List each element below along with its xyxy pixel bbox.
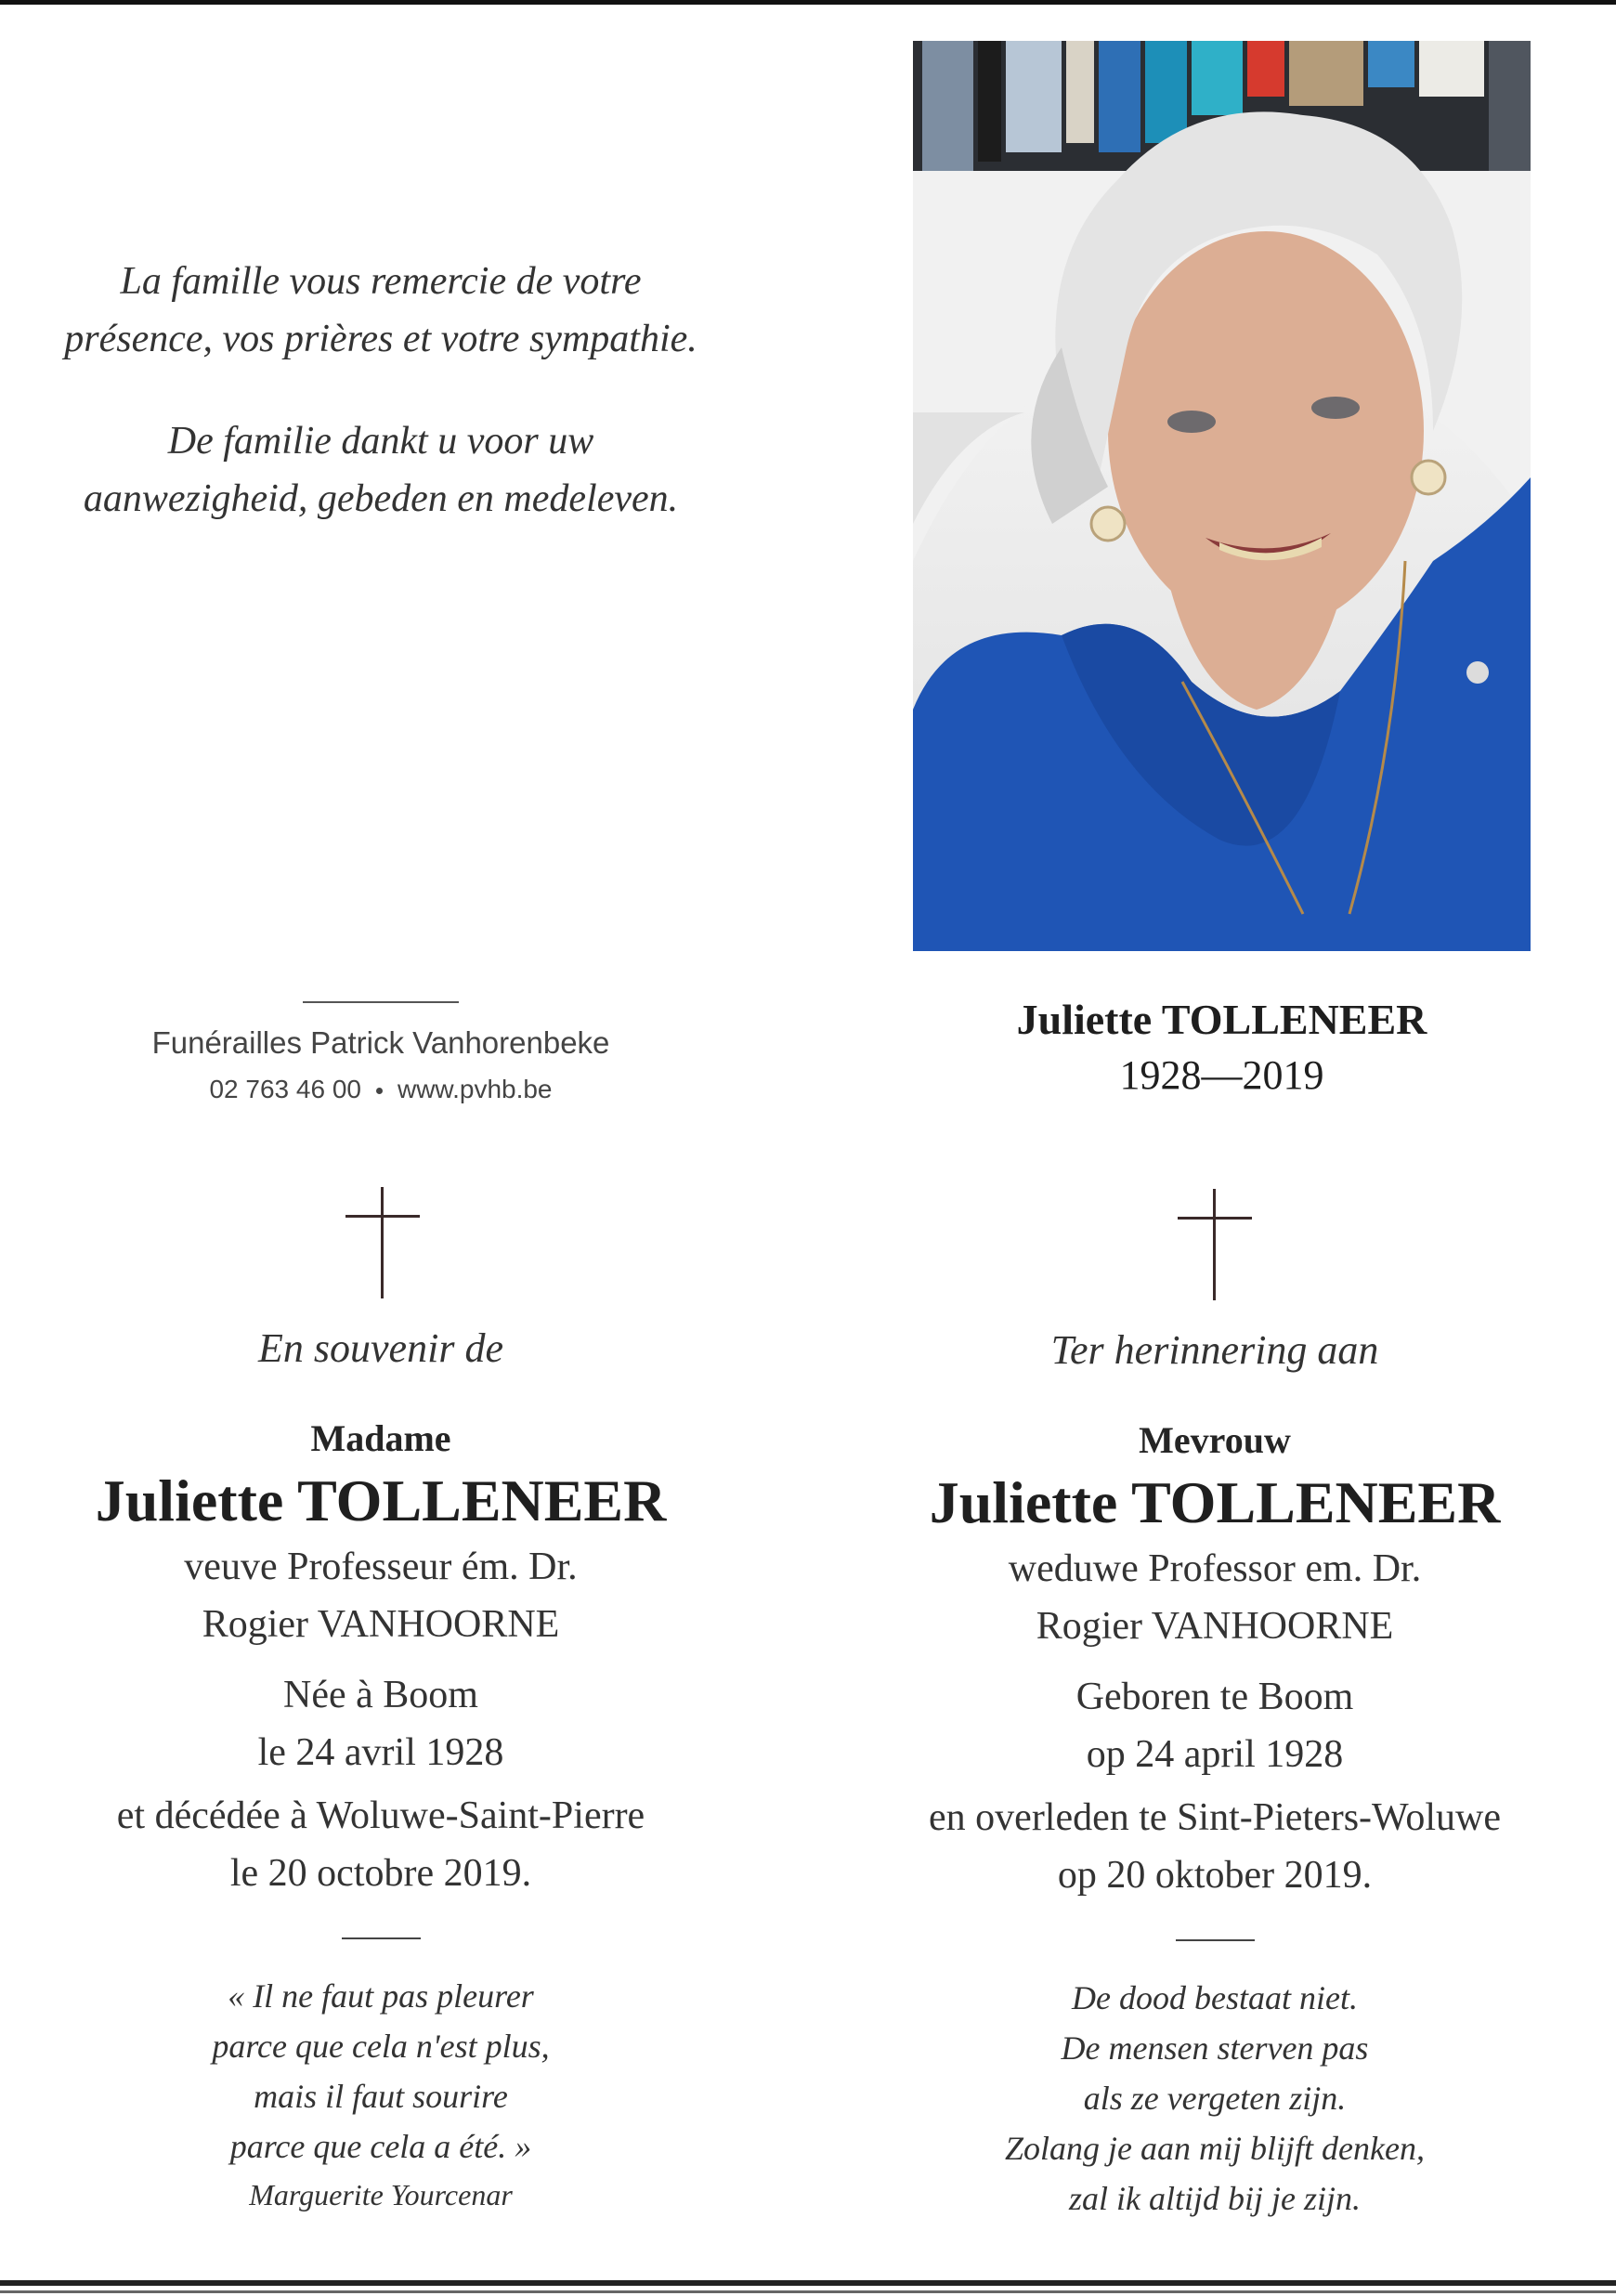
fr-death-line-2: le 20 octobre 2019. — [229, 1852, 532, 1895]
nl-birth-line-2: op 24 april 1928 — [1086, 1733, 1344, 1776]
thank-you-message — [0, 253, 762, 528]
french-memorial-panel — [0, 1321, 762, 2218]
funeral-home-divider — [303, 1001, 459, 1003]
fr-spouse-line-2: Rogier VANHOORNE — [202, 1603, 560, 1646]
nl-quote-line-1: De dood bestaat niet. — [1072, 1979, 1358, 2016]
funeral-home-name: Funérailles Patrick Vanhorenbeke — [151, 1025, 610, 1060]
nl-title: Mevrouw — [1139, 1419, 1291, 1461]
portrait-illustration — [913, 41, 1531, 951]
cross-icon — [345, 1187, 420, 1298]
bottom-border — [0, 2280, 1616, 2286]
nl-intro: Ter herinnering aan — [1050, 1327, 1379, 1373]
fr-title: Madame — [310, 1417, 451, 1459]
nl-spouse-line-1: weduwe Professor em. Dr. — [1008, 1547, 1422, 1590]
top-border — [0, 0, 1616, 5]
nl-death-line-1: en overleden te Sint-Pieters-Woluwe — [929, 1796, 1501, 1839]
fr-quote-line-4: parce que cela a été. » — [229, 2128, 532, 2165]
fr-quote-line-2: parce que cela n'est plus, — [212, 2028, 550, 2065]
fr-spouse-line-1: veuve Professeur ém. Dr. — [184, 1546, 578, 1588]
funeral-home-website: www.pvhb.be — [397, 1075, 553, 1103]
nl-quote-line-5: zal ik altijd bij je zijn. — [1069, 2180, 1361, 2217]
caption-name: Juliette TOLLENEER — [1016, 996, 1427, 1043]
dutch-memorial-panel — [834, 1323, 1596, 2224]
thanks-fr-line-1: La famille vous remercie de votre — [120, 260, 642, 303]
fr-quote-author: Marguerite Yourcenar — [249, 2178, 513, 2211]
fr-divider — [342, 1937, 421, 1939]
funeral-home-phone: 02 763 46 00 — [209, 1075, 361, 1103]
fr-quote-line-1: « Il ne faut pas pleurer — [228, 1977, 534, 2015]
caption-years: 1928—2019 — [1119, 1052, 1324, 1098]
nl-spouse-line-2: Rogier VANHOORNE — [1036, 1605, 1394, 1648]
bullet-icon — [376, 1088, 383, 1094]
funeral-home — [111, 1001, 650, 1111]
nl-divider — [1176, 1939, 1255, 1941]
photo-caption — [913, 992, 1531, 1103]
cross-icon — [1178, 1189, 1252, 1300]
nl-birth-line-1: Geboren te Boom — [1075, 1676, 1354, 1718]
fr-quote-line-3: mais il faut sourire — [254, 2078, 508, 2115]
thanks-nl-line-2: aanwezigheid, gebeden en medeleven. — [83, 477, 679, 520]
bottom-border-inner — [0, 2290, 1616, 2293]
fr-name: Juliette TOLLENEER — [95, 1468, 667, 1533]
nl-death-line-2: op 20 oktober 2019. — [1057, 1854, 1373, 1897]
fr-birth-line-1: Née à Boom — [283, 1674, 478, 1716]
nl-quote-line-4: Zolang je aan mij blijft denken, — [1005, 2130, 1425, 2167]
fr-death-line-1: et décédée à Woluwe-Saint-Pierre — [116, 1794, 645, 1837]
portrait-photo — [913, 41, 1531, 951]
funeral-home-contact — [111, 1068, 650, 1111]
thanks-fr-line-2: présence, vos prières et votre sympathie. — [64, 318, 697, 360]
thanks-nl-line-1: De familie dankt u voor uw — [167, 420, 594, 463]
face — [1108, 231, 1424, 631]
fr-birth-line-2: le 24 avril 1928 — [257, 1731, 504, 1774]
fr-intro: En souvenir de — [258, 1325, 503, 1371]
nl-quote-line-2: De mensen sterven pas — [1061, 2029, 1369, 2067]
nl-quote-line-3: als ze vergeten zijn. — [1083, 2080, 1347, 2117]
nl-name: Juliette TOLLENEER — [929, 1469, 1501, 1535]
